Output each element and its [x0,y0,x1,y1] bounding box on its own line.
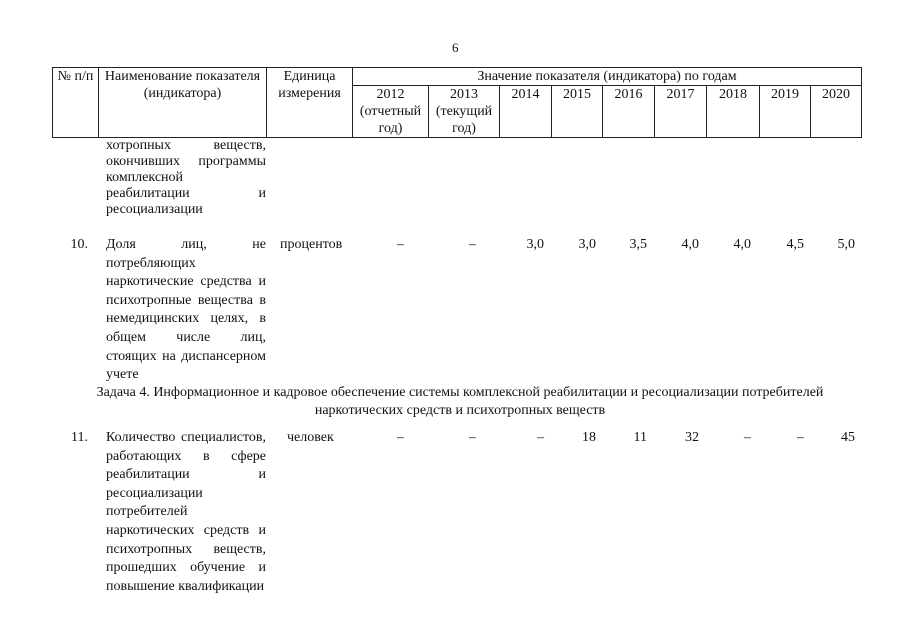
value-cell: – [469,237,476,252]
value-cell: 4,0 [733,237,751,252]
value-cell: – [469,430,476,445]
value-cell: – [537,430,544,445]
value-cell: 5,0 [837,237,855,252]
task-heading: Задача 4. Информационное и кадровое обеспечение системы комплексной реабилитации и ресоциализации потребителей наркотических средств и психотропных веществ [96,385,824,418]
table-header [52,67,862,138]
header-year: 2019 [760,86,811,138]
value-cell: 4,5 [786,237,804,252]
header-year: 2020 [811,86,862,138]
value-cell: – [397,430,404,445]
header-year: 2017 [655,86,707,138]
value-cell: – [397,237,404,252]
value-cell: 4,0 [681,237,699,252]
value-cell: 45 [841,430,855,445]
row-unit: процентов [280,237,343,252]
value-cell: 18 [582,430,596,445]
value-cell: 3,0 [578,237,596,252]
header-year: 2014 [500,86,552,138]
header-values: Значение показателя (индикатора) по годам [353,68,862,86]
value-cell: 11 [633,430,647,445]
header-year: 2013 (текущий год) [429,86,500,138]
continuation-text: хотропных веществ, окончивших программы комплексной реабилитации и ресоциализации [106,138,266,217]
header-num: № п/п [53,68,99,138]
value-cell: 32 [685,430,699,445]
header-year: 2016 [603,86,655,138]
row-number: 10. [70,237,88,252]
row-name: Количество специалистов, работающих в сфере реабилитации и ресоциализации потребителей наркотических средств и психотропных веществ, прошедших обучение и повышение квалификации [106,430,266,594]
header-year: 2012 (отчетный год) [353,86,429,138]
page-number: 6 [452,40,459,55]
value-cell: – [797,430,804,445]
row-number: 11. [71,430,88,445]
header-name: Наименование показателя (индикатора) [99,68,267,138]
header-unit: Единица измерения [267,68,353,138]
value-cell: 3,0 [526,237,544,252]
header-year: 2018 [707,86,760,138]
header-year: 2015 [552,86,603,138]
value-cell: 3,5 [629,237,647,252]
row-unit: человек [287,430,334,445]
row-name: Доля лиц, не потребляющих наркотические средства и психотропные вещества в немедицинских целях, в общем числе лиц, стоящих на диспансерном учете [106,237,266,383]
value-cell: – [744,430,751,445]
